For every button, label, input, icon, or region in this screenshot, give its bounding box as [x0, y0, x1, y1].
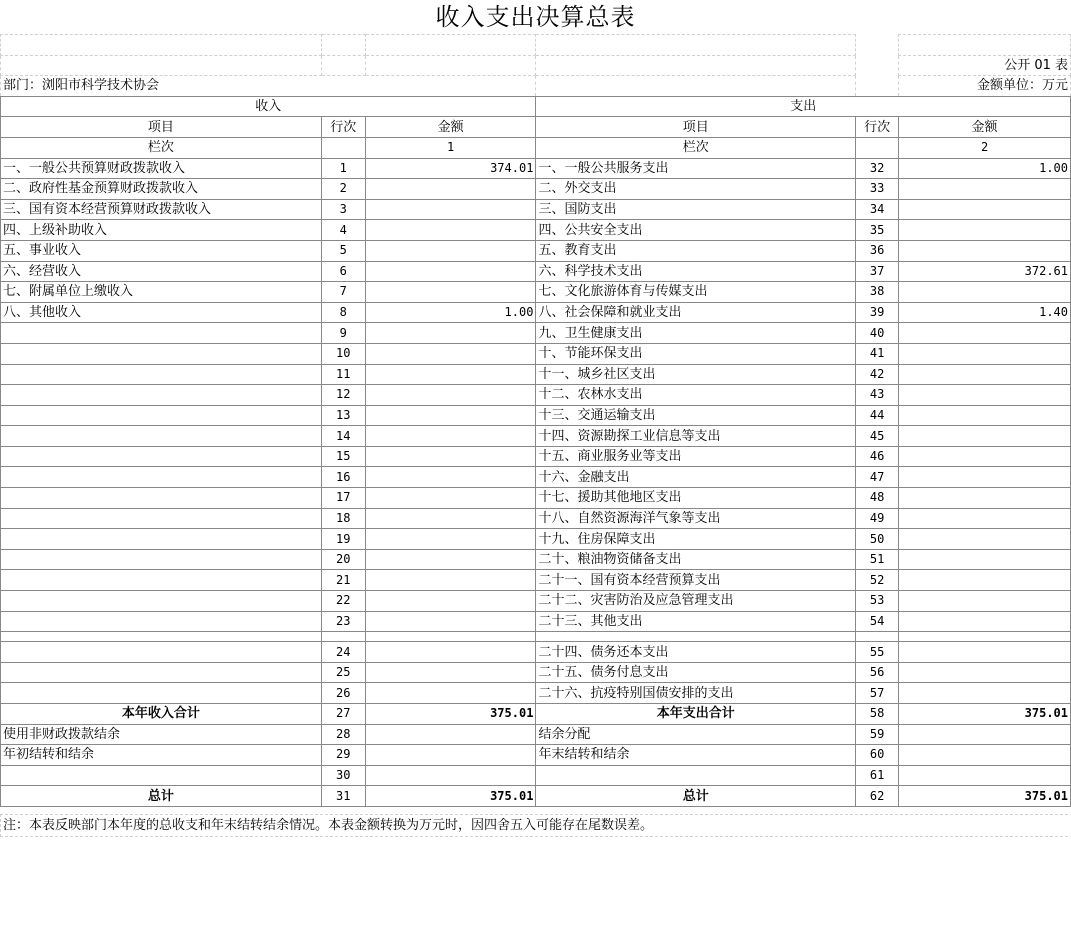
- expense-section-header: 支出: [536, 96, 1071, 117]
- expense-item: 十五、商业服务业等支出: [536, 446, 856, 467]
- income-amount: [365, 385, 536, 406]
- income-amount: [365, 508, 536, 529]
- expense-line-number: 52: [856, 570, 899, 591]
- blank-cell: [321, 632, 365, 642]
- table-row: [1, 158, 1071, 179]
- income-amount: 375.01: [365, 786, 536, 807]
- table-row: [1, 467, 1071, 488]
- income-line-number: 9: [321, 323, 365, 344]
- expense-line-number: 60: [856, 745, 899, 766]
- expense-line-number: 51: [856, 549, 899, 570]
- expense-item: 一、一般公共服务支出: [536, 158, 856, 179]
- table-row: [1, 179, 1071, 200]
- form-code: 公开 01 表: [899, 55, 1071, 76]
- expense-line-number: 35: [856, 220, 899, 241]
- expense-amount: 1.00: [899, 158, 1071, 179]
- income-item: [1, 765, 322, 786]
- income-line-number: 21: [321, 570, 365, 591]
- income-line-number: 23: [321, 611, 365, 632]
- income-amount: [365, 611, 536, 632]
- expense-amount: [899, 662, 1071, 683]
- income-item: 年初结转和结余: [1, 745, 322, 766]
- income-amount: [365, 570, 536, 591]
- income-section-header: 收入: [1, 96, 536, 117]
- income-amount: [365, 549, 536, 570]
- blank-cell: [899, 632, 1071, 642]
- income-item: [1, 323, 322, 344]
- table-row: [1, 343, 1071, 364]
- income-amount: [365, 591, 536, 612]
- income-item: 五、事业收入: [1, 240, 322, 261]
- expense-line-number: 34: [856, 199, 899, 220]
- blank-cell: [856, 632, 899, 642]
- blank-cell: [365, 35, 536, 56]
- expense-item: 二十一、国有资本经营预算支出: [536, 570, 856, 591]
- income-amount-header: 金额: [365, 117, 536, 138]
- income-line-number: 24: [321, 642, 365, 663]
- expense-item: 四、公共安全支出: [536, 220, 856, 241]
- expense-line-number: 40: [856, 323, 899, 344]
- income-amount: 374.01: [365, 158, 536, 179]
- expense-line-number: 57: [856, 683, 899, 704]
- income-item-header: 项目: [1, 117, 322, 138]
- table-row: [1, 611, 1071, 632]
- blank-cell: [856, 76, 899, 97]
- income-amount: [365, 467, 536, 488]
- income-amount: [365, 426, 536, 447]
- income-line-number: 5: [321, 240, 365, 261]
- blank-cell: [321, 137, 365, 158]
- income-item: [1, 488, 322, 509]
- expense-item: 二十三、其他支出: [536, 611, 856, 632]
- blank-cell: [536, 76, 856, 97]
- income-item: [1, 570, 322, 591]
- meta-row-form-code: [1, 55, 1071, 76]
- expense-line-number: 55: [856, 642, 899, 663]
- income-line-number: 4: [321, 220, 365, 241]
- expense-amount: [899, 405, 1071, 426]
- income-item: [1, 529, 322, 550]
- income-line-number: 20: [321, 549, 365, 570]
- table-row: [1, 282, 1071, 303]
- blank-cell: [365, 632, 536, 642]
- income-line-number: 7: [321, 282, 365, 303]
- income-line-number: 11: [321, 364, 365, 385]
- income-line-number: 25: [321, 662, 365, 683]
- report-title: 收入支出决算总表: [435, 3, 636, 31]
- expense-line-number: 58: [856, 704, 899, 725]
- expense-amount: [899, 683, 1071, 704]
- blank-cell: [536, 55, 856, 76]
- meta-row-department: [1, 76, 1071, 97]
- expense-item: 二十二、灾害防治及应急管理支出: [536, 591, 856, 612]
- expense-line-number: 49: [856, 508, 899, 529]
- income-line-number: 10: [321, 343, 365, 364]
- expense-amount: [899, 642, 1071, 663]
- income-col-number: 1: [365, 137, 536, 158]
- blank-cell: [1, 55, 322, 76]
- expense-amount: [899, 446, 1071, 467]
- table-row: [1, 642, 1071, 663]
- income-item: 总计: [1, 786, 322, 807]
- income-col-label: 栏次: [1, 137, 322, 158]
- blank-cell: [321, 35, 365, 56]
- blank-cell: [856, 137, 899, 158]
- income-line-number: 17: [321, 488, 365, 509]
- column-header-row: [1, 117, 1071, 138]
- expense-amount: [899, 426, 1071, 447]
- income-item: 一、一般公共预算财政拨款收入: [1, 158, 322, 179]
- expense-amount: [899, 529, 1071, 550]
- income-amount: [365, 745, 536, 766]
- footnote: 注：本表反映部门本年度的总收支和年末结转结余情况。本表金额转换为万元时，因四舍五入可能存在尾数误差。: [0, 814, 1071, 837]
- income-line-number: 1: [321, 158, 365, 179]
- table-row: [1, 426, 1071, 447]
- expense-amount: [899, 765, 1071, 786]
- expense-col-label: 栏次: [536, 137, 856, 158]
- income-item: [1, 385, 322, 406]
- expense-line-number: 43: [856, 385, 899, 406]
- table-row: [1, 220, 1071, 241]
- expense-amount: [899, 488, 1071, 509]
- expense-item: 九、卫生健康支出: [536, 323, 856, 344]
- expense-item: 十四、资源勘探工业信息等支出: [536, 426, 856, 447]
- income-line-number: 16: [321, 467, 365, 488]
- expense-amount: [899, 467, 1071, 488]
- blank-cell: [856, 35, 899, 56]
- table-row: [1, 786, 1071, 807]
- expense-item: 年末结转和结余: [536, 745, 856, 766]
- income-item: [1, 683, 322, 704]
- income-line-number: 18: [321, 508, 365, 529]
- expense-item: 二、外交支出: [536, 179, 856, 200]
- table-row: [1, 385, 1071, 406]
- expense-line-number: 36: [856, 240, 899, 261]
- income-amount: [365, 364, 536, 385]
- table-row: [1, 508, 1071, 529]
- table-row: [1, 488, 1071, 509]
- income-amount: [365, 405, 536, 426]
- expense-line-number: 39: [856, 302, 899, 323]
- expense-line-number: 45: [856, 426, 899, 447]
- table-row: [1, 240, 1071, 261]
- expense-item: 二十六、抗疫特别国债安排的支出: [536, 683, 856, 704]
- expense-amount: 1.40: [899, 302, 1071, 323]
- table-row: [1, 570, 1071, 591]
- expense-amount: [899, 343, 1071, 364]
- income-line-number: 22: [321, 591, 365, 612]
- income-item: [1, 549, 322, 570]
- expense-amount: [899, 611, 1071, 632]
- expense-amount: [899, 220, 1071, 241]
- column-number-row: [1, 137, 1071, 158]
- table-row: [1, 724, 1071, 745]
- income-item: [1, 343, 322, 364]
- table-row: [1, 549, 1071, 570]
- income-line-number: 12: [321, 385, 365, 406]
- expense-item: 十、节能环保支出: [536, 343, 856, 364]
- expense-col-number: 2: [899, 137, 1071, 158]
- income-line-number: 15: [321, 446, 365, 467]
- blank-cell: [321, 55, 365, 76]
- expense-item: 三、国防支出: [536, 199, 856, 220]
- expense-item: 结余分配: [536, 724, 856, 745]
- blank-cell: [1, 632, 322, 642]
- income-line-number: 26: [321, 683, 365, 704]
- income-amount: [365, 724, 536, 745]
- income-item: [1, 611, 322, 632]
- section-header-row: [1, 96, 1071, 117]
- blank-cell: [365, 55, 536, 76]
- expense-item: 十二、农林水支出: [536, 385, 856, 406]
- separator-row: [1, 632, 1071, 642]
- expense-line-number: 33: [856, 179, 899, 200]
- expense-amount: 372.61: [899, 261, 1071, 282]
- income-line-header: 行次: [321, 117, 365, 138]
- expense-item: 二十四、债务还本支出: [536, 642, 856, 663]
- expense-line-number: 54: [856, 611, 899, 632]
- table-row: [1, 529, 1071, 550]
- table-row: [1, 199, 1071, 220]
- expense-line-number: 56: [856, 662, 899, 683]
- expense-item: 十八、自然资源海洋气象等支出: [536, 508, 856, 529]
- expense-amount: [899, 591, 1071, 612]
- income-item: [1, 426, 322, 447]
- income-line-number: 2: [321, 179, 365, 200]
- income-line-number: 28: [321, 724, 365, 745]
- expense-amount: [899, 179, 1071, 200]
- expense-amount: [899, 282, 1071, 303]
- expense-amount: [899, 364, 1071, 385]
- income-item: 使用非财政拨款结余: [1, 724, 322, 745]
- table-row: [1, 261, 1071, 282]
- income-amount: [365, 282, 536, 303]
- expense-line-number: 32: [856, 158, 899, 179]
- income-item: 八、其他收入: [1, 302, 322, 323]
- income-item: [1, 642, 322, 663]
- income-item: [1, 446, 322, 467]
- income-line-number: 13: [321, 405, 365, 426]
- income-amount: [365, 683, 536, 704]
- table-row: [1, 364, 1071, 385]
- income-line-number: 27: [321, 704, 365, 725]
- income-amount: [365, 343, 536, 364]
- table-row: [1, 662, 1071, 683]
- department-label: 部门：浏阳市科学技术协会: [1, 76, 536, 97]
- income-line-number: 29: [321, 745, 365, 766]
- income-amount: [365, 261, 536, 282]
- expense-item: 二十五、债务付息支出: [536, 662, 856, 683]
- expense-line-number: 37: [856, 261, 899, 282]
- table-body: [1, 35, 1071, 807]
- table-row: [1, 446, 1071, 467]
- expense-item: 十九、住房保障支出: [536, 529, 856, 550]
- blank-cell: [1, 35, 322, 56]
- income-amount: [365, 765, 536, 786]
- income-amount: [365, 179, 536, 200]
- table-row: [1, 765, 1071, 786]
- expense-amount: [899, 240, 1071, 261]
- expense-item-header: 项目: [536, 117, 856, 138]
- income-amount: [365, 529, 536, 550]
- income-amount: [365, 199, 536, 220]
- income-amount: [365, 220, 536, 241]
- expense-line-number: 46: [856, 446, 899, 467]
- table-row: [1, 323, 1071, 344]
- expense-amount: 375.01: [899, 704, 1071, 725]
- income-line-number: 19: [321, 529, 365, 550]
- blank-cell: [536, 35, 856, 56]
- expense-amount: [899, 323, 1071, 344]
- expense-amount: [899, 385, 1071, 406]
- income-amount: 375.01: [365, 704, 536, 725]
- income-item: 四、上级补助收入: [1, 220, 322, 241]
- expense-item: 八、社会保障和就业支出: [536, 302, 856, 323]
- expense-item: 六、科学技术支出: [536, 261, 856, 282]
- income-amount: [365, 446, 536, 467]
- expense-item: 七、文化旅游体育与传媒支出: [536, 282, 856, 303]
- expense-line-number: 38: [856, 282, 899, 303]
- income-amount: [365, 642, 536, 663]
- income-line-number: 3: [321, 199, 365, 220]
- table-row: [1, 405, 1071, 426]
- expense-item: 二十、粮油物资储备支出: [536, 549, 856, 570]
- expense-line-number: 42: [856, 364, 899, 385]
- income-item: 二、政府性基金预算财政拨款收入: [1, 179, 322, 200]
- income-line-number: 6: [321, 261, 365, 282]
- blank-cell: [899, 35, 1071, 56]
- expense-line-number: 62: [856, 786, 899, 807]
- income-item: [1, 662, 322, 683]
- expense-item: 总计: [536, 786, 856, 807]
- expense-item: 五、教育支出: [536, 240, 856, 261]
- expense-amount-header: 金额: [899, 117, 1071, 138]
- income-line-number: 8: [321, 302, 365, 323]
- income-item: 本年收入合计: [1, 704, 322, 725]
- blank-cell: [536, 632, 856, 642]
- income-amount: [365, 240, 536, 261]
- income-expense-table: [0, 34, 1071, 807]
- meta-row-blank: [1, 35, 1071, 56]
- expense-line-number: 41: [856, 343, 899, 364]
- expense-line-number: 50: [856, 529, 899, 550]
- expense-line-number: 44: [856, 405, 899, 426]
- expense-amount: 375.01: [899, 786, 1071, 807]
- income-item: [1, 467, 322, 488]
- income-amount: [365, 488, 536, 509]
- expense-item: 十六、金融支出: [536, 467, 856, 488]
- expense-amount: [899, 724, 1071, 745]
- table-row: [1, 745, 1071, 766]
- income-item: 三、国有资本经营预算财政拨款收入: [1, 199, 322, 220]
- income-line-number: 14: [321, 426, 365, 447]
- expense-line-number: 61: [856, 765, 899, 786]
- expense-item: 十七、援助其他地区支出: [536, 488, 856, 509]
- income-item: [1, 364, 322, 385]
- expense-amount: [899, 549, 1071, 570]
- unit-label: 金额单位：万元: [899, 76, 1071, 97]
- expense-item: 十三、交通运输支出: [536, 405, 856, 426]
- expense-amount: [899, 745, 1071, 766]
- blank-cell: [856, 55, 899, 76]
- expense-line-number: 47: [856, 467, 899, 488]
- income-amount: 1.00: [365, 302, 536, 323]
- income-amount: [365, 323, 536, 344]
- table-row: [1, 302, 1071, 323]
- table-row: [1, 591, 1071, 612]
- expense-line-number: 59: [856, 724, 899, 745]
- expense-amount: [899, 570, 1071, 591]
- income-line-number: 30: [321, 765, 365, 786]
- expense-item: 本年支出合计: [536, 704, 856, 725]
- income-item: 七、附属单位上缴收入: [1, 282, 322, 303]
- expense-item: [536, 765, 856, 786]
- expense-item: 十一、城乡社区支出: [536, 364, 856, 385]
- expense-amount: [899, 508, 1071, 529]
- income-item: [1, 508, 322, 529]
- expense-line-number: 48: [856, 488, 899, 509]
- income-amount: [365, 662, 536, 683]
- income-item: [1, 405, 322, 426]
- income-line-number: 31: [321, 786, 365, 807]
- income-item: [1, 591, 322, 612]
- expense-line-number: 53: [856, 591, 899, 612]
- income-item: 六、经营收入: [1, 261, 322, 282]
- expense-line-header: 行次: [856, 117, 899, 138]
- table-row: [1, 704, 1071, 725]
- expense-amount: [899, 199, 1071, 220]
- table-row: [1, 683, 1071, 704]
